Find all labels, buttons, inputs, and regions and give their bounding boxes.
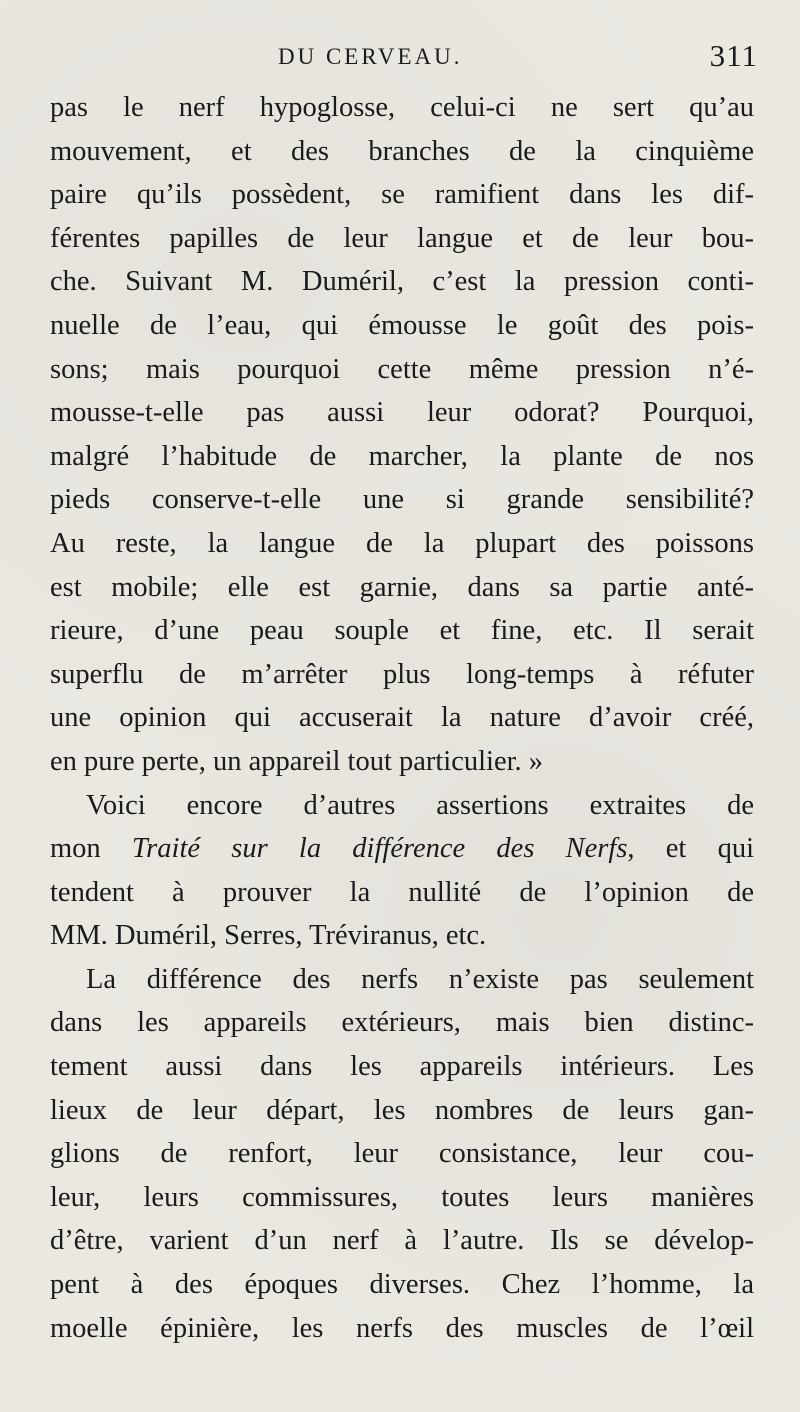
text-line: pas le nerf hypoglosse, celui-ci ne sert qu’au xyxy=(50,92,754,123)
book-title: Traité sur la différence des Nerfs xyxy=(131,833,628,865)
text-line: glions de renfort, leur consistance, leur cou- xyxy=(50,1138,754,1170)
text-line: superflu de m’arrêter plus long-temps à réfuter xyxy=(50,658,754,690)
text-line: est mobile; elle est garnie, dans sa partie anté- xyxy=(50,571,754,603)
page-header xyxy=(48,38,758,76)
text-line: nuelle de l’eau, qui émousse le goût des pois- xyxy=(50,309,754,341)
text-line: rieure, d’une peau souple et fine, etc. Il serait xyxy=(50,615,754,647)
text-line: tement aussi dans les appareils intérieurs. Les xyxy=(50,1051,754,1083)
text-line: tendent à prouver la nullité de l’opinion de xyxy=(50,876,754,908)
text-line: mouvement, et des branches de la cinquième xyxy=(50,135,754,167)
text-fragment: mon xyxy=(50,833,132,865)
text-line: pent à des époques diverses. Chez l’homme, la xyxy=(50,1269,754,1301)
paragraph-3 xyxy=(50,958,754,1350)
text-line: leur, leurs commissures, toutes leurs manières xyxy=(50,1181,754,1213)
text-line: paire qu’ils possèdent, se ramifient dans les dif- xyxy=(50,179,754,211)
paragraph-2 xyxy=(50,784,754,958)
text-line-with-title xyxy=(50,827,754,871)
text-line: che. Suivant M. Duméril, c’est la pression conti- xyxy=(50,266,754,298)
paragraph-1 xyxy=(50,86,754,784)
text-line: une opinion qui accuserait la nature d’avoir créé, xyxy=(50,702,754,734)
text-fragment: , et qui xyxy=(627,833,754,865)
text-line: mousse-t-elle pas aussi leur odorat? Pourquoi, xyxy=(50,397,754,429)
text-line: férentes papilles de leur langue et de leur bou- xyxy=(50,222,754,254)
text-line: MM. Duméril, Serres, Tréviranus, etc. xyxy=(50,920,487,952)
text-line: d’être, varient d’un nerf à l’autre. Ils se dévelop- xyxy=(50,1225,754,1257)
text-line: en pure perte, un appareil tout particulier. » xyxy=(50,745,544,777)
text-line: moelle épinière, les nerfs des muscles de l’œil xyxy=(50,1312,754,1344)
text-line: dans les appareils extérieurs, mais bien distinc- xyxy=(50,1007,754,1039)
body-text xyxy=(50,86,754,1350)
page-number: 311 xyxy=(709,38,758,73)
text-line: pieds conserve-t-elle une si grande sensibilité? xyxy=(50,484,754,516)
text-line: sons; mais pourquoi cette même pression n’é- xyxy=(50,353,754,385)
text-line: La différence des nerfs n’existe pas seulement xyxy=(86,963,754,995)
text-line: Voici encore d’autres assertions extraites de xyxy=(86,789,754,821)
text-line: lieux de leur départ, les nombres de leurs gan- xyxy=(50,1094,754,1126)
text-line: Au reste, la langue de la plupart des poissons xyxy=(50,527,754,559)
text-line: malgré l’habitude de marcher, la plante de nos xyxy=(50,440,754,472)
running-head: DU CERVEAU. xyxy=(278,44,463,69)
